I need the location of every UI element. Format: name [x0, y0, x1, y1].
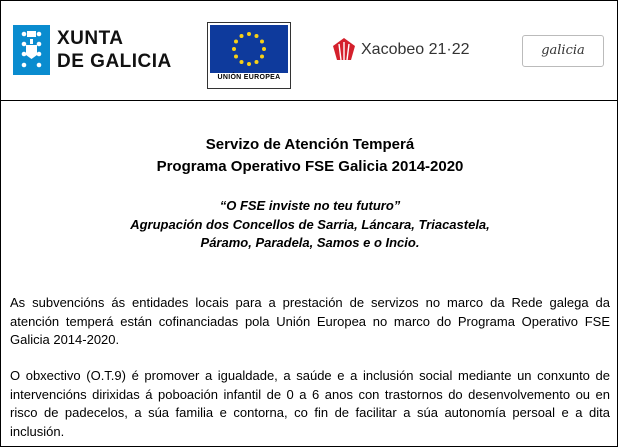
xacobeo-text: Xacobeo 21·22	[361, 41, 470, 58]
logo-bar	[1, 1, 617, 101]
xunta-text: XUNTA	[57, 28, 124, 49]
motto-block	[1, 197, 618, 253]
motto-line-2: Agrupación dos Concellos de Sarria, Láncara, Triacastela,	[130, 216, 490, 232]
xacobeo-logo	[331, 36, 511, 66]
motto-line-1: “O FSE inviste no teu futuro”	[219, 198, 401, 213]
de-galicia-text: DE GALICIA	[57, 51, 172, 72]
xacobeo-shell-icon	[331, 36, 357, 69]
body-paragraph-1: As subvencións ás entidades locais para a prestación de servizos no marco da Rede galega da atención temperá están cofinanciadas pola Unión Europea no marco do Programa Operativo FSE Galicia 2014-2020.	[10, 295, 610, 347]
eu-flag-icon	[210, 25, 288, 73]
page-title	[1, 134, 618, 178]
galicia-brand-logo	[522, 35, 604, 67]
body-paragraph-2: O obxectivo (O.T.9) é promover a igualdade, a saúde e a inclusión social mediante un conxunto de intervencións dirixidas á poboación infantil de 0 a 6 anos con trastornos do desenvolvemento ou en risco de padecelos, a súa familia e contorna, co fin de facilitar a súa autonomía persoal e a dita inclusión.	[10, 368, 610, 439]
eu-label: UNIÓN EUROPEA	[217, 74, 281, 81]
title-line-2: Programa Operativo FSE Galicia 2014-2020	[156, 158, 464, 175]
title-line-1: Servizo de Atención Temperá	[205, 136, 415, 153]
galicia-brand-text: galicia	[541, 43, 585, 58]
xunta-logo	[13, 25, 173, 75]
motto-line-3: Páramo, Paradela, Samos e o Incio.	[200, 235, 420, 250]
galicia-shield-icon	[13, 25, 50, 75]
eu-logo	[207, 22, 291, 89]
